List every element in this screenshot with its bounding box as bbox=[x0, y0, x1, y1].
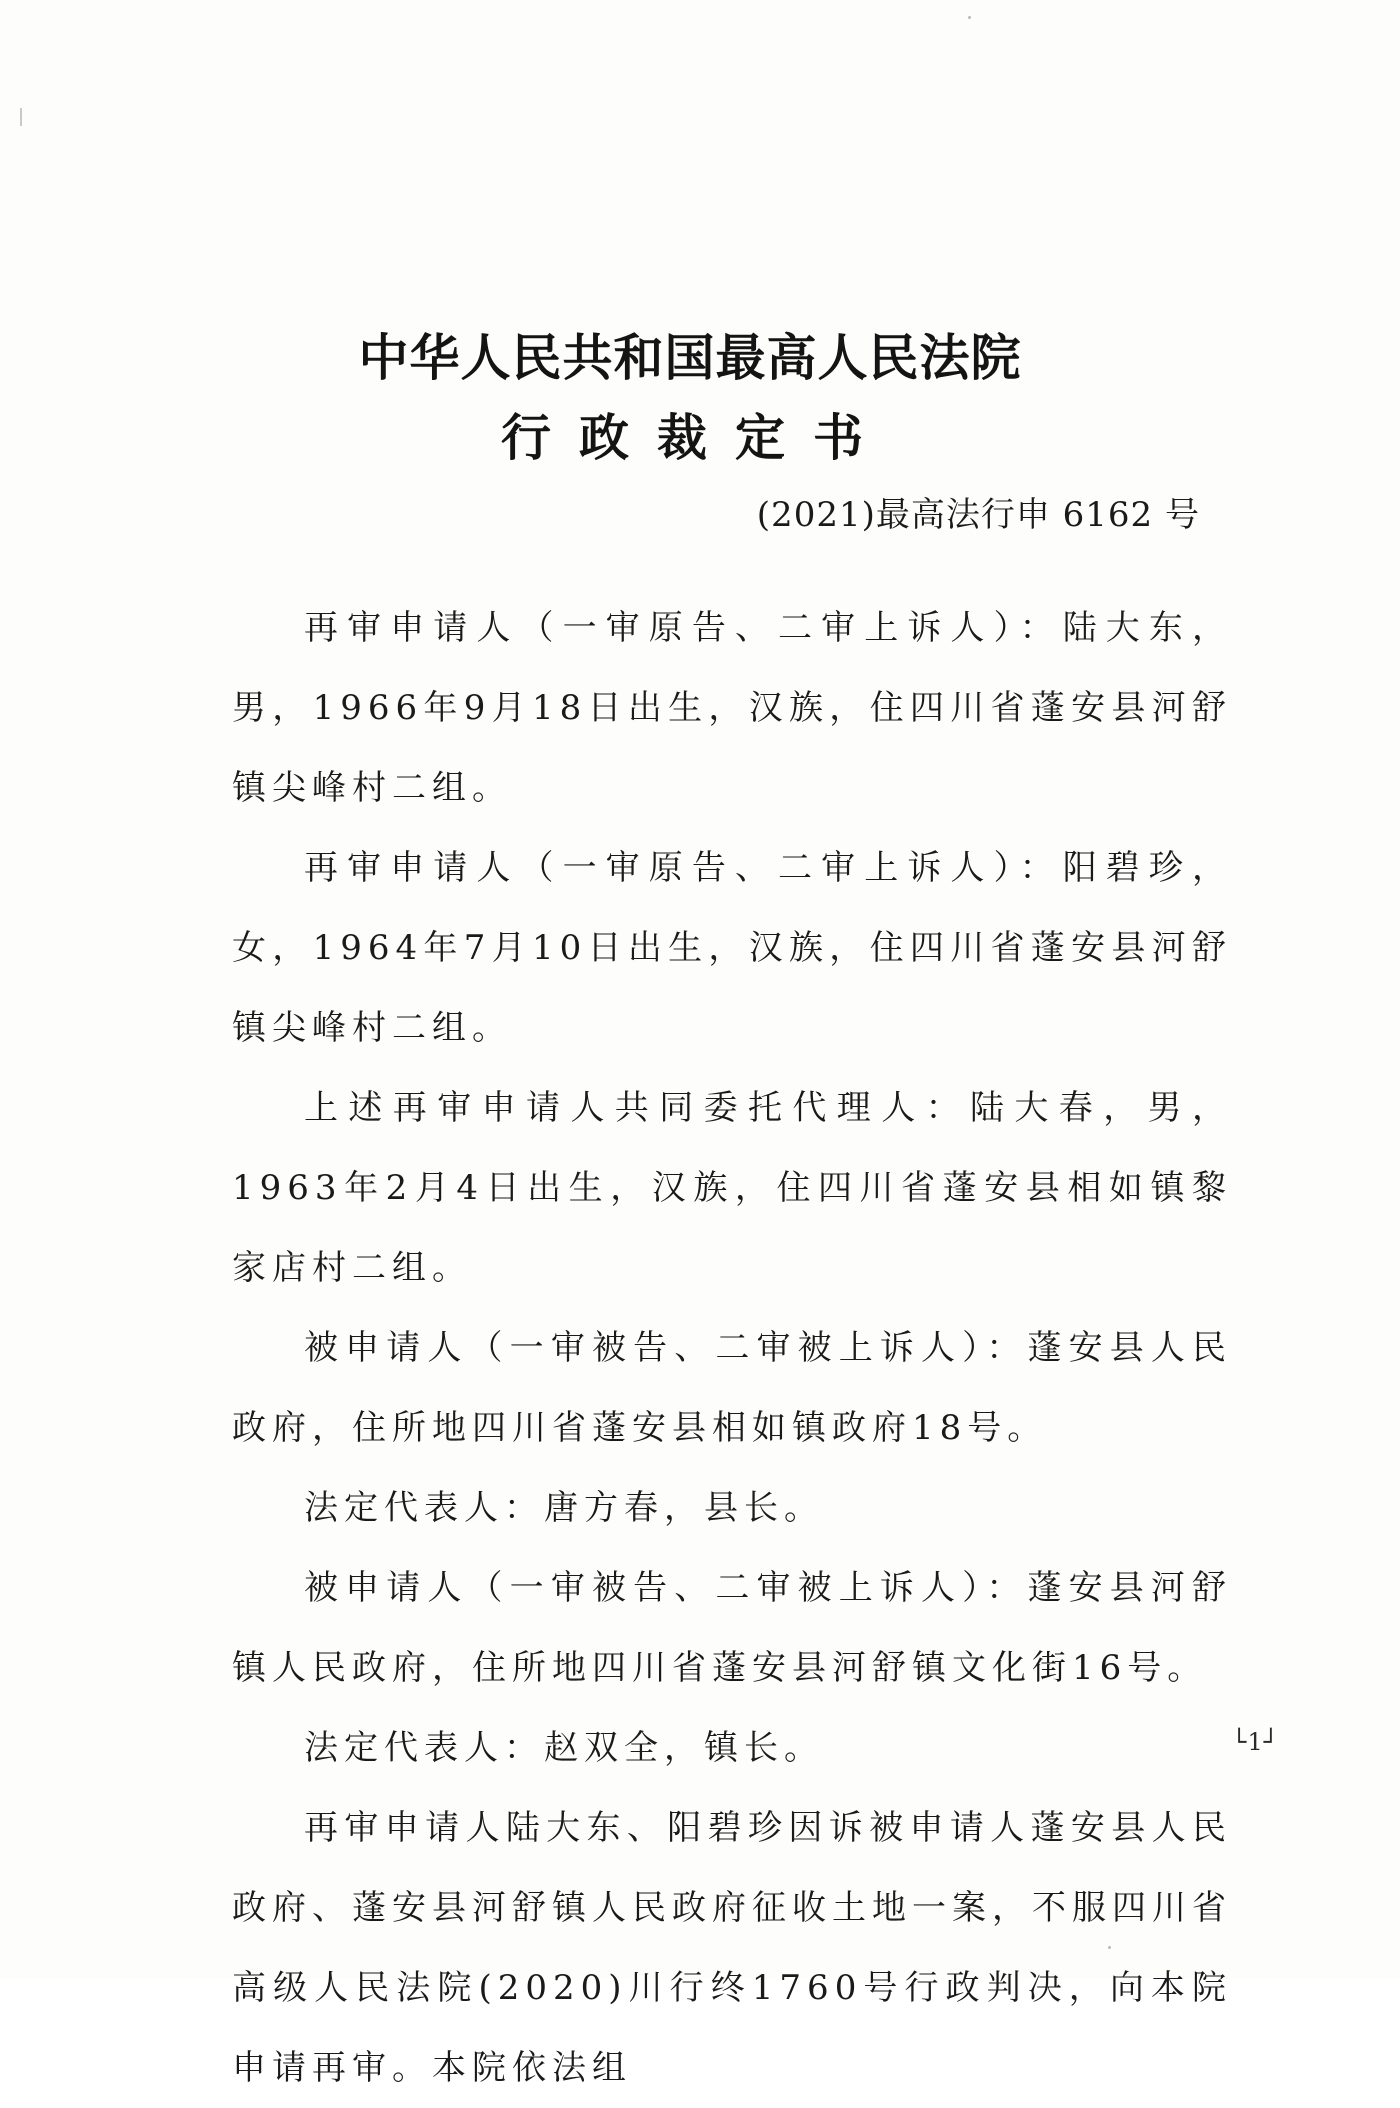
page-number: └1┘ bbox=[1232, 1728, 1280, 1756]
document-type-heading: 行政裁定书 bbox=[501, 409, 891, 467]
scan-artifact bbox=[968, 16, 971, 19]
case-number: (2021)最高法行申 6162 号 bbox=[756, 495, 1200, 535]
court-name-heading: 中华人民共和国最高人民法院 bbox=[358, 329, 1022, 387]
paragraph-case-summary: 再审申请人陆大东、阳碧珍因诉被申请人蓬安县人民政府、蓬安县河舒镇人民政府征收土地一案，不服四川省高级人民法院(2020)川行终1760号行政判决，向本院申请再审。本院依法组 bbox=[232, 1808, 1232, 2088]
paragraph-applicant-1: 再审申请人（一审原告、二审上诉人）：陆大东，男，1966年9月18日出生，汉族，住四川省蓬安县河舒镇尖峰村二组。 bbox=[232, 608, 1232, 808]
document-body bbox=[232, 588, 1232, 2108]
paragraph-respondent-1: 被申请人（一审被告、二审被上诉人）：蓬安县人民政府，住所地四川省蓬安县相如镇政府18号。 bbox=[232, 1328, 1232, 1448]
paragraph-legal-rep-2: 法定代表人：赵双全，镇长。 bbox=[304, 1728, 824, 1768]
scan-artifact bbox=[20, 108, 22, 126]
paragraph-applicant-2: 再审申请人（一审原告、二审上诉人）：阳碧珍，女，1964年7月10日出生，汉族，住四川省蓬安县河舒镇尖峰村二组。 bbox=[232, 848, 1232, 1048]
paragraph-agent: 上述再审申请人共同委托代理人：陆大春，男，1963年2月4日出生，汉族，住四川省蓬安县相如镇黎家店村二组。 bbox=[232, 1088, 1232, 1288]
paragraph-respondent-2: 被申请人（一审被告、二审被上诉人）：蓬安县河舒镇人民政府，住所地四川省蓬安县河舒镇文化街16号。 bbox=[232, 1568, 1232, 1688]
paragraph-legal-rep-1: 法定代表人：唐方春，县长。 bbox=[304, 1488, 824, 1528]
